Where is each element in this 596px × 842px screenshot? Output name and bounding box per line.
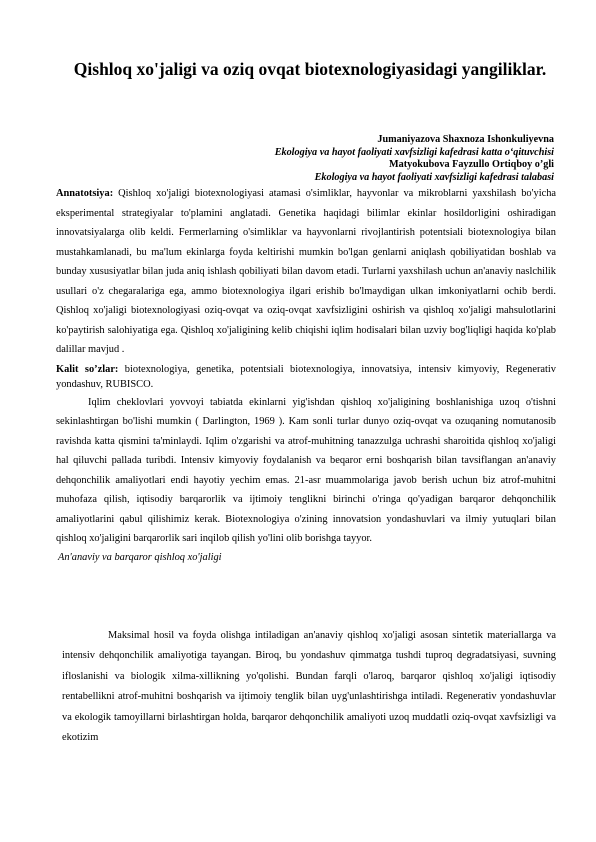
abstract-text: Qishloq xo'jaligi biotexnologiyasi atamasi o'simliklar, hayvonlar va mikroblarni yaxshilash bo'yicha eksperimental strategiyalar to'plamini anglatadi. Genetika haqidagi bilimlar ekinlar hosildorligini oshiradigan innovatsiyalarga olib keldi. Fermerlarning o'simliklar va hayvonlarni rivojlantirish potentsiali biotexnologiya bilan mustahkamlanadi, bu ma'lum ekinlarga foyda keltirishi mumkin bo'lgan genlarni aniqlash qobiliyatidan boshlab va bunday xususiyatlar bilan juda aniq ishlash qobiliyati bilan davom etadi. Turlarni yaxshilash uchun an'anaviy naslchilik usullari o'z chegaralariga ega, ammo biotexnologiya ilgari erishib bo'lmaydigan ulkan imkoniyatlarni ochib berdi. Qishloq xo'jaligi biotexnologiyasi oziq-ovqat va oziq-ovqat xavfsizligini oshirish va qishloq xo'jaligi mahsulotlarini ko'paytirish salohiyatiga ega. Qishloq xo'jaligining kelib chiqishi iqlim hodisalari bilan uzviy bog'liqligi haqida ko'plab dalillar mavjud .: [56, 188, 556, 355]
author-name: Matyokubova Fayzullo Ortiqboy o’gli: [389, 159, 554, 170]
section-paragraph: Maksimal hosil va foyda olishga intiladigan an'anaviy qishloq xo'jaligi asosan sintetik materiallarga va intensiv dehqonchilik amaliyotiga tayangan. Biroq, bu yondashuv qimmatga tushdi tuproq degradatsiyasi, suvning ifloslanishi va biologik xilma-xillikning yo'qolishi. Bundan farqli o'laroq, barqaror qishloq xo'jaligi iqtisodiy rentabellikni atrof-muhitni boshqarish va ijtimoiy tenglik bilan uyg'unlashtirishga intiladi. Regenerativ yondashuvlar va ekologik tamoyillarni birlashtirgan holda, barqaror dehqonchilik amaliyoti uzoq muddatli oziq-ovqat xavfsizligi va ekotizim: [62, 630, 556, 744]
keywords: [56, 362, 556, 393]
keywords-text: biotexnologiya, genetika, potentsiali biotexnologiya, innovatsiya, intensiv kimyoviy, Regenerativ yondashuv, RUBISCO.: [56, 363, 556, 390]
section-heading: An'anaviy va barqaror qishloq xo'jaligi: [58, 551, 222, 563]
abstract-label: Annatotsiya:: [56, 188, 114, 199]
article-body: [56, 184, 556, 567]
paper-title: Qishloq xo'jaligi va oziq ovqat biotexnologiyasidagi yangiliklar.: [73, 59, 547, 79]
author-affiliation: Ekologiya va hayot faoliyati xavfsizligi kafedrasi talabasi: [314, 171, 554, 183]
author-affiliation: Ekologiya va hayot faoliyati xavfsizligi kafedrasi katta o‘qituvchisi: [274, 146, 554, 158]
keywords-label: Kalit so’zlar:: [56, 363, 119, 375]
intro-paragraph: Iqlim cheklovlari yovvoyi tabiatda ekinlarni yig'ishdan qishloq xo'jaligining boshlanishiga uzoq o'tishni sekinlashtirgan bo'lishi mumkin ( Darlington, 1969 ). Kam sonli turlar dunyo oziq-ovqat va ozuqaning nomutanosib ravishda katta qismini ta'minlaydi. Iqlim o'zgarishi va atrof-muhitning tanazzulga uchrashi sharoitida qishloq xo'jaligi hal qiluvchi pallada turibdi. Intensiv kimyoviy foydalanish va beqaror erni boshqarish bilan tavsiflangan an'anaviy dehqonchilik amaliyotlari endi hayotiy yechim emas. 21-asr muammolariga javob berish uchun biz atrof-muhitni muhofaza qilish, iqtisodiy barqarorlik va ijtimoiy tenglikni birinchi o'ringa qo'yadigan barqaror dehqonchilik amaliyotlarini qabul qilishimiz kerak. Biotexnologiya o'zining innovatsion yondashuvlari va ilmiy yutuqlari bilan qishloq xo'jaligini barqarorlik sari inqilob qilish yo'lini olib borishga tayyor.: [56, 396, 556, 544]
author-name: Jumaniyazova Shaxnoza Ishonkuliyevna: [377, 134, 554, 145]
section-body: [62, 626, 556, 748]
abstract: [56, 184, 556, 360]
author-block: [275, 134, 554, 184]
